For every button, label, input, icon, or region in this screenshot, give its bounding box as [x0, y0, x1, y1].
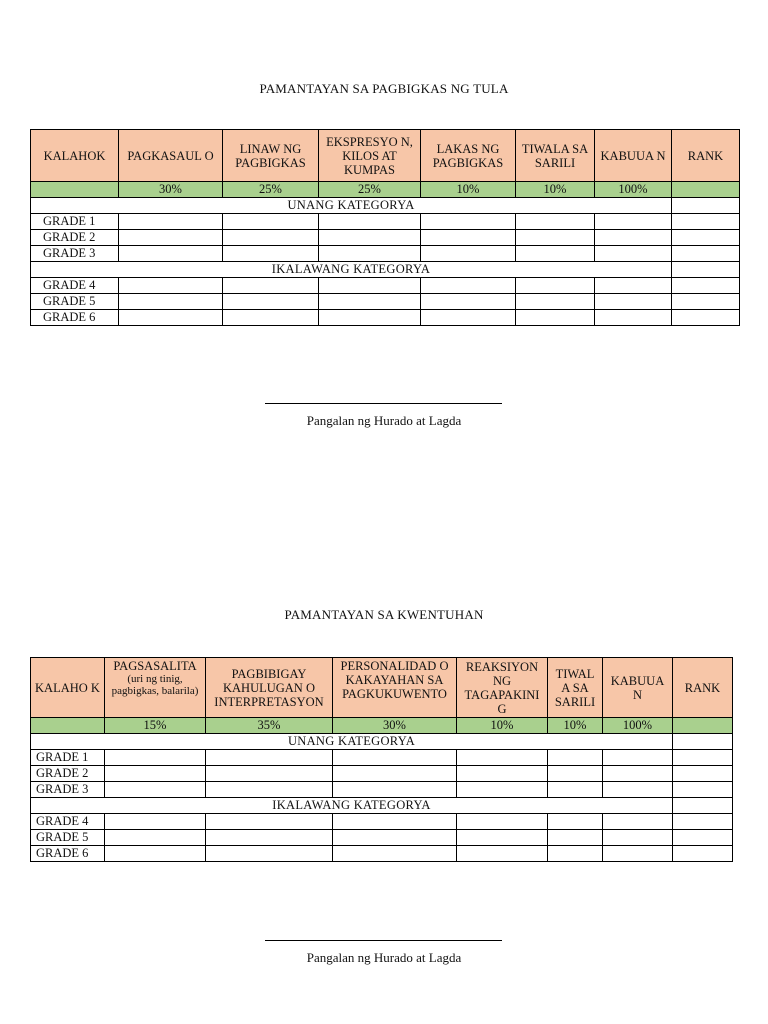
percent-cell: 15% [105, 718, 206, 734]
empty-cell [672, 262, 740, 278]
empty-cell [672, 198, 740, 214]
tula-title: PAMANTAYAN SA PAGBIGKAS NG TULA [259, 81, 509, 96]
table-row [31, 814, 733, 830]
signature-label: Pangalan ng Hurado at Lagda [306, 950, 462, 965]
header-ekspresyon: EKSPRESYO N, KILOS AT KUMPAS [319, 130, 421, 182]
table-row [31, 782, 733, 798]
grade-label: GRADE 2 [31, 230, 119, 246]
grade-label: GRADE 2 [31, 766, 105, 782]
empty-cell [673, 734, 733, 750]
percent-cell: 30% [333, 718, 457, 734]
signature-line [265, 940, 502, 941]
table-row [31, 214, 740, 230]
percent-cell-empty [673, 718, 733, 734]
percent-cell: 100% [595, 182, 672, 198]
grade-label: GRADE 4 [31, 814, 105, 830]
percent-cell-empty [672, 182, 740, 198]
header-pagsasalita-main: PAGSASALITA [113, 659, 197, 673]
percent-cell: 100% [603, 718, 673, 734]
kwentuhan-percent-row [31, 718, 733, 734]
header-kabuuan: KABUUA N [595, 130, 672, 182]
table-row [31, 830, 733, 846]
header-lakas-ng-pagbigkas: LAKAS NG PAGBIGKAS [421, 130, 516, 182]
kwentuhan-rubric-table [30, 657, 733, 862]
header-pagsasalita-sub: (uri ng tinig, pagbigkas, balarila) [111, 673, 199, 697]
category-label: IKALAWANG KATEGORYA [31, 798, 673, 814]
grade-label: GRADE 5 [31, 294, 119, 310]
grade-label: GRADE 1 [31, 750, 105, 766]
percent-cell: 10% [457, 718, 548, 734]
signature-line [265, 403, 502, 404]
kwentuhan-header-row [31, 658, 733, 718]
table-row [31, 278, 740, 294]
kwentuhan-category-row [31, 734, 733, 750]
percent-cell: 25% [319, 182, 421, 198]
tula-percent-row [31, 182, 740, 198]
header-kalahok: KALAHO K [31, 658, 105, 718]
grade-label: GRADE 3 [31, 782, 105, 798]
tula-header-row [31, 130, 740, 182]
grade-label: GRADE 3 [31, 246, 119, 262]
category-label: UNANG KATEGORYA [31, 734, 673, 750]
table-row [31, 846, 733, 862]
percent-cell: 25% [223, 182, 319, 198]
percent-cell-empty [31, 182, 119, 198]
grade-label: GRADE 1 [31, 214, 119, 230]
percent-cell-empty [31, 718, 105, 734]
header-reaksiyon: REAKSIYON NG TAGAPAKINI G [457, 658, 548, 718]
percent-cell: 10% [548, 718, 603, 734]
table-row [31, 230, 740, 246]
header-rank: RANK [673, 658, 733, 718]
header-personalidad: PERSONALIDAD O KAKAYAHAN SA PAGKUKUWENTO [333, 658, 457, 718]
tula-rubric-table [30, 129, 740, 326]
kwentuhan-category-row [31, 798, 733, 814]
header-rank: RANK [672, 130, 740, 182]
grade-label: GRADE 4 [31, 278, 119, 294]
grade-label: GRADE 5 [31, 830, 105, 846]
tula-category-row [31, 262, 740, 278]
header-kabuuan: KABUUA N [603, 658, 673, 718]
table-row [31, 310, 740, 326]
percent-cell: 35% [206, 718, 333, 734]
percent-cell: 30% [119, 182, 223, 198]
header-kalahok: KALAHOK [31, 130, 119, 182]
table-row [31, 294, 740, 310]
tula-category-row [31, 198, 740, 214]
header-tiwala-sa-sarili: TIWALA SA SARILI [516, 130, 595, 182]
header-pagbibigay-kahulugan: PAGBIBIGAY KAHULUGAN O INTERPRETASYON [206, 658, 333, 718]
signature-label: Pangalan ng Hurado at Lagda [306, 413, 462, 428]
category-label: IKALAWANG KATEGORYA [31, 262, 672, 278]
table-row [31, 766, 733, 782]
table-row [31, 750, 733, 766]
header-pagkasaulo: PAGKASAUL O [119, 130, 223, 182]
header-tiwala-sa-sarili: TIWAL A SA SARILI [548, 658, 603, 718]
grade-label: GRADE 6 [31, 846, 105, 862]
table-row [31, 246, 740, 262]
header-linaw-ng-pagbigkas: LINAW NG PAGBIGKAS [223, 130, 319, 182]
percent-cell: 10% [516, 182, 595, 198]
empty-cell [673, 798, 733, 814]
percent-cell: 10% [421, 182, 516, 198]
category-label: UNANG KATEGORYA [31, 198, 672, 214]
header-pagsasalita [105, 658, 206, 718]
grade-label: GRADE 6 [31, 310, 119, 326]
kwentuhan-title: PAMANTAYAN SA KWENTUHAN [284, 607, 484, 622]
